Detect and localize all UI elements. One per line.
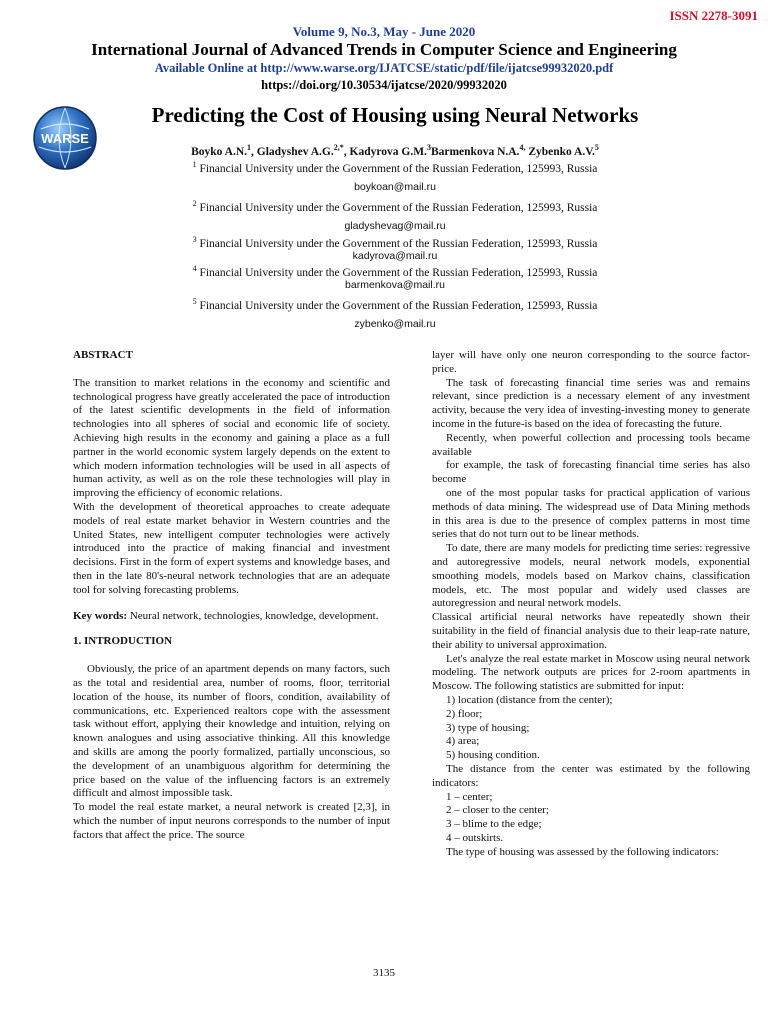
email-3[interactable]: kadyrova@mail.ru [352, 250, 438, 262]
intro-paragraph: To model the real estate market, a neural network is created [2,3], in which the number of input neurons corresponds to the number of input factors that affect the price. The source [73, 801, 390, 841]
author-name: Kadyrova G.M. [349, 145, 427, 158]
affiliation-2: $^2$ Financial University under the Government of the Russian Federation, 125993, Russia [192, 199, 598, 214]
body-paragraph: The task of forecasting financial time series was and remains relevant, since prediction is a necessary element of any investment activity, because the very idea of investing-investing money to generate income in the future-is based on the idea of forecasting the future. [432, 376, 750, 430]
list-item: 3) type of housing; [446, 721, 530, 734]
issn-label: ISSN 2278-3091 [669, 8, 758, 23]
introduction-heading: 1. INTRODUCTION [73, 635, 173, 648]
email-4[interactable]: barmenkova@mail.ru [345, 279, 445, 291]
doi-link[interactable]: https://doi.org/10.30534/ijatcse/2020/99932020 [261, 78, 507, 92]
paper-title: Predicting the Cost of Housing using Neural Networks [151, 103, 639, 127]
author-name: Gladyshev A.G. [256, 145, 334, 158]
body-paragraph: The type of housing was assessed by the following indicators: [446, 845, 719, 858]
volume-line: Volume 9, No.3, May - June 2020 [292, 24, 476, 39]
body-paragraph: Recently, when powerful collection and processing tools became available [432, 431, 750, 458]
keywords [73, 610, 390, 624]
list-item: 5) housing condition. [446, 749, 540, 762]
list-item: 1 – center; [446, 790, 493, 803]
list-item: 4) area; [446, 735, 480, 748]
affiliation-3: $^3$ Financial University under the Government of the Russian Federation, 125993, Russia [192, 235, 598, 250]
available-online-link[interactable]: Available Online at http://www.warse.org/IJATCSE/static/pdf/file/ijatcse99932020.pdf [154, 61, 614, 75]
list-item: 3 – blime to the edge; [446, 818, 542, 831]
abstract-paragraph: The transition to market relations in the economy and scientific and technological progress have greatly accelerated the pace of introduction of the latest scientific developments in the field of information technologies into all spheres of social and economic life of society. Achieving high results in the economy and gaining a place as a full partner in the world economic system largely depends on the extent to which modern information technologies will be used in all aspects of human activity, as well as on the role these technologies will play in improving the efficiency of economic relations. [73, 376, 390, 500]
body-paragraph: layer will have only one neuron corresponding to the source factor-price. [432, 349, 750, 375]
affiliation-1: $^1$ Financial University under the Government of the Russian Federation, 125993, Russia [192, 160, 598, 175]
body-paragraph: Classical artificial neural networks have repeatedly shown their suitability in the field of financial analysis due to their leap-rate nature, their ability to universal approximation. [432, 611, 750, 651]
journal-title: International Journal of Advanced Trends in Computer Science and Engineering [91, 40, 677, 59]
affiliation-5: $^5$ Financial University under the Government of the Russian Federation, 125993, Russia [192, 297, 598, 312]
abstract-paragraph: With the development of theoretical approaches to create adequate models of real estate market behavior in Western countries and the United States, new intelligent computer technologies were actively introduced into the practice of making financial and investment decisions. First in the form of expert systems and knowledge bases, and then in the late 80's-neural network technologies that are an adequate tool for solving forecasting problems. [73, 500, 390, 596]
keywords-label: Key words: [73, 609, 128, 622]
logo-text: WARSE [41, 131, 89, 146]
email-5[interactable]: zybenko@mail.ru [354, 318, 436, 330]
author-sup: 5 [594, 143, 599, 152]
body-paragraph: The distance from the center was estimated by the following indicators: [432, 762, 750, 789]
right-column [432, 349, 750, 859]
keywords-text: Neural network, technologies, knowledge, development. [127, 609, 379, 622]
intro-paragraph: Obviously, the price of an apartment depends on many factors, such as the total and residential area, number of rooms, floor, territorial location of the house, its number of floors, condition, availability of communications, etc. Experienced realtors cope with the assessment task without effort, applying their knowledge and intuition, relying on known analogues and using associative thinking. All this knowledge and skills are among the poorly formalized, partially unconscious, so the development of an unambiguous algorithm for determining the price based on the value of the influencing factors is an extremely difficult and almost impossible task. [73, 663, 390, 800]
list-item: 2) floor; [446, 707, 483, 720]
abstract-heading: ABSTRACT [73, 349, 133, 361]
body-paragraph: To date, there are many models for predicting time series: regressive and autoregressive models, neural network models, exponential smoothing models, models based on Markov chains, classification models, etc. The most popular and widely used classes are autoregression and neural network models. [432, 542, 750, 610]
author-name: Barmenkova N.A. [430, 145, 520, 158]
author-sup: 4, [519, 143, 526, 152]
list-item: 1) location (distance from the center); [446, 693, 613, 706]
author-name: Boyko A.N. [191, 145, 247, 158]
author-sup: 1 [247, 143, 251, 152]
affiliation-4: $^4$ Financial University under the Government of the Russian Federation, 125993, Russia [192, 264, 598, 279]
body-paragraph: for example, the task of forecasting financial time series has also become [432, 459, 750, 486]
author-list: Boyko A.N.$^1$, Gladyshev A.G.$^{2,*}$, Kadyrova G.M.$^3$Barmenkova N.A.$^{4,}$ Zybenko A.V.$^5$ [191, 143, 599, 158]
email-2[interactable]: gladyshevag@mail.ru [344, 220, 446, 232]
left-column [73, 349, 390, 843]
author-sup: 2,* [333, 143, 344, 152]
list-item: 2 – closer to the center; [446, 804, 549, 817]
author-sup: 3 [426, 143, 431, 152]
author-name: Zybenko A.V. [528, 145, 595, 158]
email-1[interactable]: boykoan@mail.ru [354, 181, 436, 193]
body-paragraph: one of the most popular tasks for practical application of various methods of data mining. The widespread use of Data Mining methods in this area is due to the presence of complex patterns in most time series that do not turn out to be linear methods. [432, 486, 750, 541]
warse-logo [31, 105, 99, 171]
page-number: 3135 [373, 967, 395, 979]
body-paragraph: Let's analyze the real estate market in Moscow using neural network modeling. The network outputs are prices for 2-room apartments in Moscow. The following statistics are submitted for input: [432, 652, 750, 693]
list-item: 4 – outskirts. [446, 831, 504, 844]
